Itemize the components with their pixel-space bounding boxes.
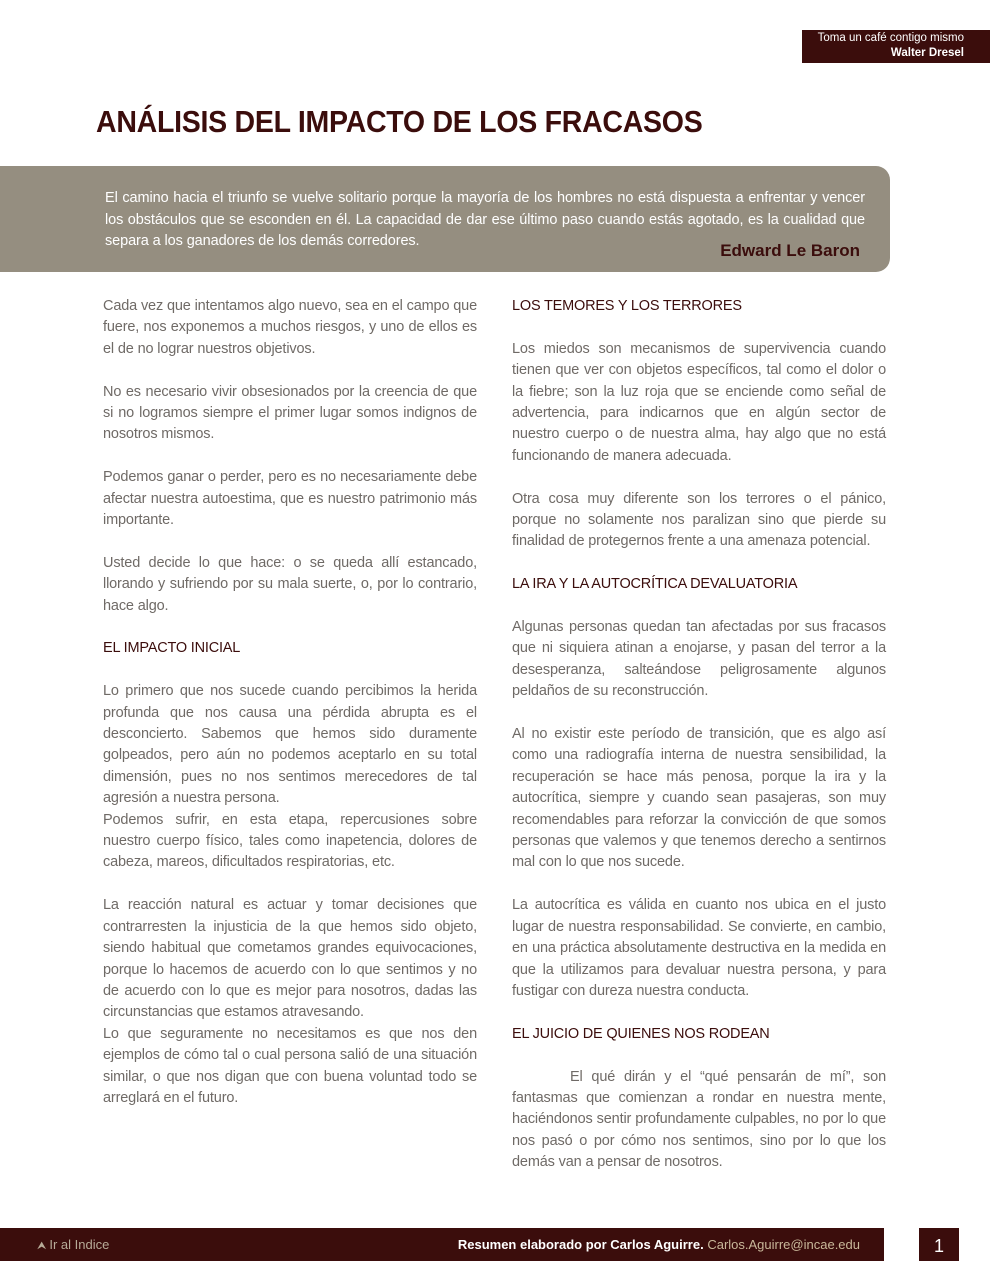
paragraph: La autocrítica es válida en cuanto nos ubica en el justo lugar de nuestra responsabilidad. Se convierte, en cambio, en una práctica absolutamente destructiva en la medida en que la utilizamos para devaluar nuestra persona, y para fustigar con dureza nuestra conducta. <box>512 897 886 999</box>
left-column <box>103 296 477 1131</box>
paragraph: No es necesario vivir obsesionados por la creencia de que si no logramos siempre el primer lugar somos indignos de nosotros mismos. <box>103 383 477 443</box>
double-chevron-up-icon: ⮝ <box>37 1240 47 1252</box>
page-number: 1 <box>919 1228 959 1261</box>
paragraph: Podemos sufrir, en esta etapa, repercusiones sobre nuestro cuerpo físico, tales como inapetencia, dolores de cabeza, mareos, dificultados respiratorias, etc. <box>103 811 477 871</box>
quote-text: El camino hacia el triunfo se vuelve solitario porque la mayoría de los hombres no está dispuesta a enfrentar y vencer los obstáculos que se esconden en él. La capacidad de dar ese último paso cuando estás agotado, es la cualidad que separa a los ganadores de los demás corredores. <box>105 190 865 249</box>
page-title: ANÁLISIS DEL IMPACTO DE LOS FRACASOS <box>96 104 703 139</box>
quote-author: Edward Le Baron <box>720 241 860 260</box>
paragraph: El qué dirán y el “qué pensarán de mí”, son fantasmas que comienzan a rondar en nuestra mente, haciéndonos sentir profundamente culpables, no por lo que nos pasó o por cómo nos sentimos, sino por lo que los demás van a pensar de nosotros. <box>512 1068 886 1171</box>
paragraph: Algunas personas quedan tan afectadas por sus fracasos que ni siquiera atinan a enojarse, y pasan del terror a la desesperanza, salteándose peligrosamente algunos peldaños de su reconstrucción. <box>512 619 886 700</box>
paragraph: Cada vez que intentamos algo nuevo, sea en el campo que fuere, nos exponemos a muchos riesgos, y uno de ellos es el de no lograr nuestros objetivos. <box>103 298 477 357</box>
paragraph: Usted decide lo que hace: o se queda allí estancado, llorando y sufriendo por su mala suerte, o, por lo contrario, hace algo. <box>103 554 477 614</box>
author-email-link[interactable]: Carlos.Aguirre@incae.edu <box>707 1237 860 1252</box>
paragraph: La reacción natural es actuar y tomar decisiones que contrarresten la injusticia de la que hemos sido objeto, siendo habitual que cometamos grandes equivocaciones, porque lo hacemos de acuerdo con lo que sentimos y no de acuerdo con lo que es mejor para nosotros, dadas las circunstancias que estamos atravesando. <box>103 897 477 1021</box>
credit-text: Resumen elaborado por Carlos Aguirre. <box>457 1237 704 1252</box>
paragraph: Lo primero que nos sucede cuando percibimos la herida profunda que nos causa una pérdida abrupta es el desconcierto. Sabemos que hemos sido duramente golpeados, pero aún no podemos aceptarlo en su total dimensión, pues no nos sentimos merecedores de tal agresión a nuestra persona. <box>103 683 477 807</box>
right-column <box>512 296 886 1195</box>
paragraph: Al no existir este período de transición, que es algo así como una radiografía interna de nuestra sensibilidad, la recuperación se hace más penosa, porque la ira y la autocrítica, siempre y cuando sean pasajeras, son muy recomendables para reforzar la convicción de que somos personas que valemos y que tenemos derecho a sentirnos mal con lo que nos sucede. <box>512 726 886 871</box>
section-heading-impacto-inicial: EL IMPACTO INICIAL <box>103 640 241 657</box>
book-title: Toma un café contigo mismo <box>817 32 964 44</box>
paragraph: Podemos ganar o perder, pero es no necesariamente debe afectar nuestra autoestima, que es nuestro patrimonio más importante. <box>103 469 477 529</box>
section-heading-temores: LOS TEMORES Y LOS TERRORES <box>512 298 742 314</box>
section-heading-ira: LA IRA Y LA AUTOCRÍTICA DEVALUATORIA <box>512 576 798 593</box>
back-to-index-label: Ir al Indice <box>49 1237 110 1252</box>
paragraph: Otra cosa muy diferente son los terrores o el pánico, porque no solamente nos paralizan sino que pierde su finalidad de protegernos frente a una amenaza potencial. <box>512 490 886 550</box>
back-to-index-link[interactable] <box>37 1237 109 1253</box>
header-tag <box>802 30 990 63</box>
paragraph: Lo que seguramente no necesitamos es que nos den ejemplos de cómo tal o cual persona salió de una situación similar, o que nos digan que con buena voluntad todo se arreglará en el futuro. <box>103 1025 477 1106</box>
footer-credit <box>458 1237 860 1252</box>
paragraph: Los miedos son mecanismos de supervivencia cuando tienen que ver con objetos específicos, tal como el dolor o la fiebre; son la luz roja que se enciende como señal de advertencia, para indicarnos que en algún sector de nuestro cuerpo o de nuestra alma, hay algo que no está funcionando de manera adecuada. <box>512 340 886 464</box>
section-heading-juicio: EL JUICIO DE QUIENES NOS RODEAN <box>512 1025 770 1042</box>
book-author: Walter Dresel <box>890 47 964 59</box>
